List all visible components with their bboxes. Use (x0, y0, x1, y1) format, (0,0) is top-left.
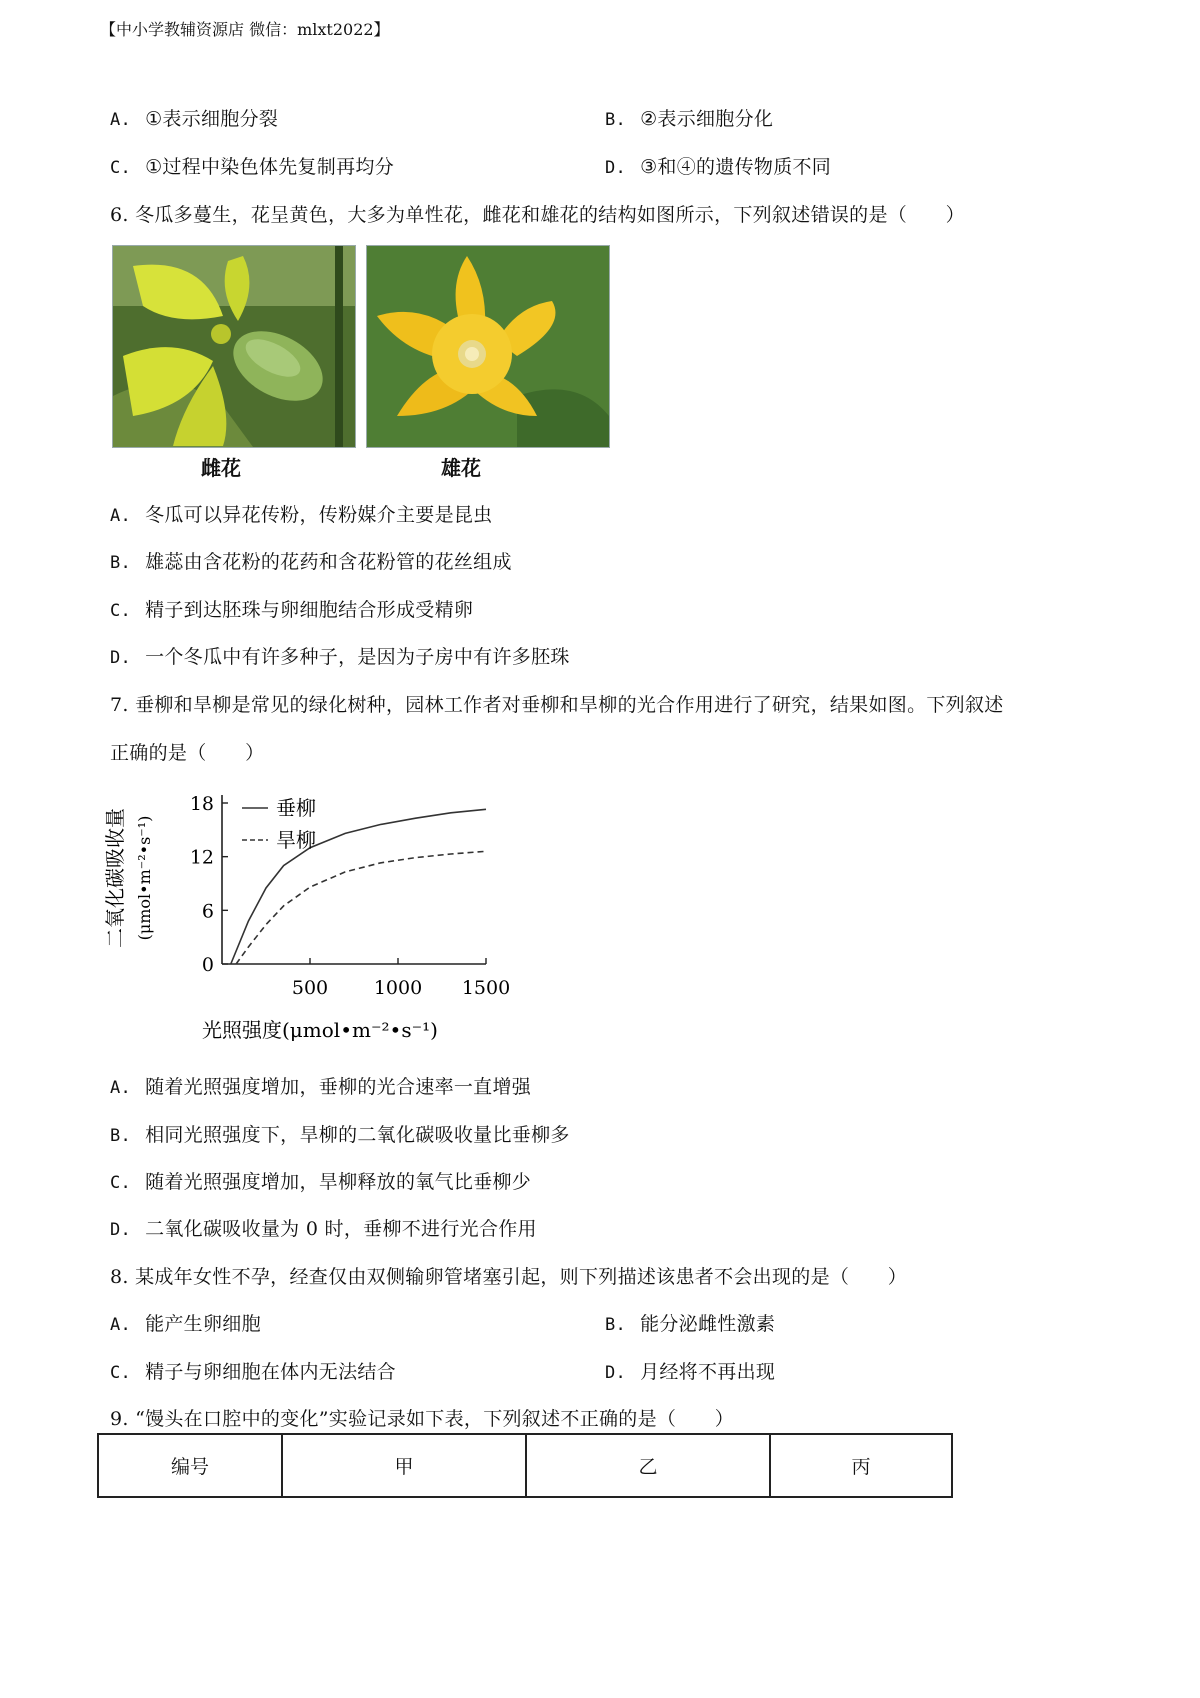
q8-stem: 8. 某成年女性不孕，经查仅由双侧输卵管堵塞引起，则下列描述该患者不会出现的是（ ） (110, 1266, 908, 1288)
x-axis-label: 光照强度(μmol•m⁻²•s⁻¹) (202, 1018, 438, 1042)
option-letter: B. (605, 1315, 627, 1335)
page-header: 【中小学教辅资源店 微信：mlxt2022】 (100, 20, 390, 39)
series-line-旱柳 (236, 851, 486, 964)
option-text: 精子与卵细胞在体内无法结合 (145, 1361, 396, 1383)
chart-labels (103, 808, 438, 1042)
q7-option-a[interactable] (110, 1072, 531, 1099)
q5-option-a[interactable] (110, 104, 278, 131)
option-letter: C. (110, 1363, 132, 1383)
option-letter: B. (110, 1126, 132, 1146)
female-flower-image (112, 245, 356, 448)
option-letter: A. (110, 1078, 132, 1098)
q7-option-d[interactable] (110, 1214, 537, 1241)
option-text: 能产生卵细胞 (145, 1313, 261, 1335)
table-header-cell: 乙 (526, 1434, 770, 1497)
q6-stem: 6. 冬瓜多蔓生，花呈黄色，大多为单性花，雌花和雄花的结构如图所示，下列叙述错误的是（ ） (110, 204, 965, 226)
female-flower-caption: 雌花 (201, 456, 241, 480)
x-tick-label: 500 (291, 977, 329, 999)
option-letter: A. (110, 1315, 132, 1335)
table-header-cell: 甲 (282, 1434, 526, 1497)
experiment-table (97, 1433, 953, 1498)
q8-option-c[interactable] (110, 1357, 396, 1384)
option-text: 随着光照强度增加，垂柳的光合速率一直增强 (145, 1076, 532, 1098)
q7-stem-line2: 正确的是（ ） (110, 742, 265, 764)
option-text: 雄蕊由含花粉的花药和含花粉管的花丝组成 (145, 551, 512, 573)
option-text: 随着光照强度增加，旱柳释放的氧气比垂柳少 (145, 1171, 532, 1193)
legend-label: 旱柳 (276, 828, 316, 852)
option-text: ③和④的遗传物质不同 (640, 156, 832, 178)
legend-label: 垂柳 (276, 796, 316, 820)
option-text: 精子到达胚珠与卵细胞结合形成受精卵 (145, 599, 474, 621)
option-letter: B. (605, 110, 627, 130)
q7-stem-line1: 7. 垂柳和旱柳是常见的绿化树种，园林工作者对垂柳和旱柳的光合作用进行了研究，结果如图。下列叙述 (110, 694, 1004, 716)
y-axis-label: 二氧化碳吸收量 (103, 808, 127, 948)
option-text: 月经将不再出现 (640, 1361, 776, 1383)
option-letter: D. (110, 1220, 132, 1240)
male-flower-caption: 雄花 (441, 456, 481, 480)
y-tick-label: 0 (201, 954, 214, 976)
chart-axes (190, 793, 510, 999)
q6-option-d[interactable] (110, 642, 570, 669)
option-text: 能分泌雌性激素 (640, 1313, 776, 1335)
q8-option-d[interactable] (605, 1357, 775, 1384)
y-tick-label: 12 (189, 846, 214, 869)
male-flower-illustration (367, 246, 609, 447)
q5-option-c[interactable] (110, 152, 394, 179)
option-letter: C. (110, 1173, 132, 1193)
series-line-垂柳 (231, 809, 486, 964)
x-tick-label: 1500 (461, 977, 511, 999)
option-text: ①过程中染色体先复制再均分 (145, 156, 395, 178)
option-text: 二氧化碳吸收量为 0 时，垂柳不进行光合作用 (145, 1218, 537, 1240)
q7-option-b[interactable] (110, 1120, 570, 1147)
y-tick-label: 6 (201, 900, 214, 923)
option-letter: C. (110, 158, 132, 178)
option-text: 冬瓜可以异花传粉，传粉媒介主要是昆虫 (145, 504, 493, 526)
q6-option-a[interactable] (110, 500, 492, 527)
option-letter: D. (110, 648, 132, 668)
chart-series (231, 809, 486, 964)
q6-option-c[interactable] (110, 595, 473, 622)
option-letter: B. (110, 553, 132, 573)
option-text: ②表示细胞分化 (640, 108, 774, 130)
table-header-cell: 丙 (770, 1434, 952, 1497)
option-letter: C. (110, 601, 132, 621)
y-tick-label: 18 (189, 793, 214, 815)
q5-option-d[interactable] (605, 152, 831, 179)
option-letter: D. (605, 1363, 627, 1383)
table-header-cell: 编号 (98, 1434, 282, 1497)
chart-legend (242, 796, 316, 852)
option-text: ①表示细胞分裂 (145, 108, 279, 130)
option-text: 相同光照强度下，旱柳的二氧化碳吸收量比垂柳多 (145, 1124, 570, 1146)
option-letter: D. (605, 158, 627, 178)
y-axis-unit: (μmol•m⁻²•s⁻¹) (135, 815, 154, 941)
photosynthesis-chart (100, 778, 540, 1048)
option-text: 一个冬瓜中有许多种子，是因为子房中有许多胚珠 (145, 646, 570, 668)
female-flower-illustration (113, 246, 355, 447)
table-header-row (98, 1434, 952, 1497)
x-tick-label: 1000 (373, 977, 423, 999)
q8-option-a[interactable] (110, 1309, 261, 1336)
q7-option-c[interactable] (110, 1167, 531, 1194)
q8-option-b[interactable] (605, 1309, 775, 1336)
male-flower-image (366, 245, 610, 448)
q9-stem: 9. “馒头在口腔中的变化”实验记录如下表，下列叙述不正确的是（ ） (110, 1408, 735, 1430)
q5-option-b[interactable] (605, 104, 773, 131)
q6-option-b[interactable] (110, 547, 512, 574)
option-letter: A. (110, 110, 132, 130)
option-letter: A. (110, 506, 132, 526)
